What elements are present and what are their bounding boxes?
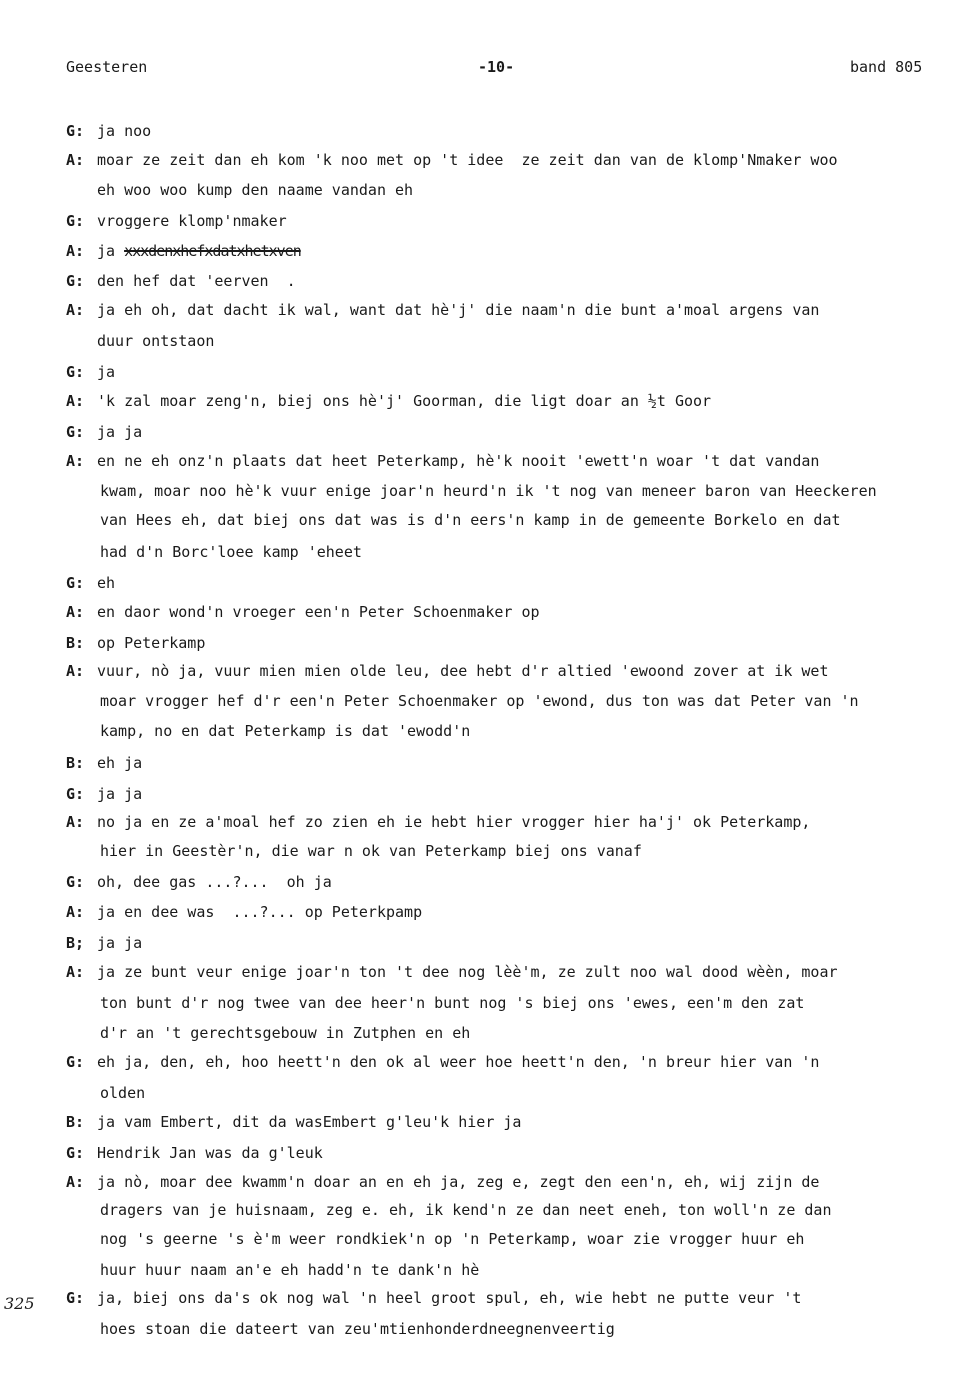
utterance-text: eh ja, den, eh, hoo heett'n den ok al weer hoe heett'n den, 'n breur hier van 'n	[97, 1053, 820, 1071]
utterance-text: en ne eh onz'n plaats dat heet Peterkamp, hè'k nooit 'ewett'n woar 't dat vandan	[97, 452, 820, 470]
speaker-label: A:	[66, 242, 85, 260]
speaker-label: A:	[66, 301, 85, 319]
continuation-text: had d'n Borc'loee kamp 'eheet	[100, 543, 362, 561]
speaker-label: A:	[66, 903, 85, 921]
utterance-text: moar ze zeit dan eh kom 'k noo met op 't idee ze zeit dan van de klomp'Nmaker woo	[97, 151, 838, 169]
utterance-text: ja ze bunt veur enige joar'n ton 't dee nog lèè'm, ze zult noo wal dood wèèn, moar	[97, 963, 838, 981]
utterance-text: ja	[97, 363, 116, 381]
utterance-text: ja noo	[97, 122, 152, 140]
utterance-text: ja ja	[97, 423, 143, 441]
utterance-text: oh, dee gas ...?... oh ja	[97, 873, 332, 891]
utterance-text: ja vam Embert, dit da wasEmbert g'leu'k hier ja	[97, 1113, 522, 1131]
speaker-label: B:	[66, 634, 85, 652]
speaker-label: G:	[66, 574, 85, 592]
speaker-label: B:	[66, 1113, 85, 1131]
speaker-label: G:	[66, 122, 85, 140]
utterance-text: op Peterkamp	[97, 634, 206, 652]
continuation-text: olden	[100, 1084, 146, 1102]
speaker-label: A:	[66, 1173, 85, 1191]
continuation-text: duur ontstaon	[97, 332, 215, 350]
utterance-text: eh ja	[97, 754, 143, 772]
utterance-text: Hendrik Jan was da g'leuk	[97, 1144, 323, 1162]
continuation-text: hoes stoan die dateert van zeu'mtienhonderdneegnenveertig	[100, 1320, 615, 1338]
utterance-text: vuur, nò ja, vuur mien mien olde leu, dee hebt d'r altied 'ewoond zover at ik wet	[97, 662, 829, 680]
continuation-text: nog 's geerne 's è'm weer rondkiek'n op 'n Peterkamp, woar zie vrogger huur eh	[100, 1230, 805, 1248]
speaker-label: A:	[66, 813, 85, 831]
continuation-text: moar vrogger hef d'r een'n Peter Schoenmaker op 'ewond, dus ton was dat Peter van 'n	[100, 692, 859, 710]
speaker-label: G:	[66, 363, 85, 381]
utterance-text: eh	[97, 574, 116, 592]
continuation-text: ton bunt d'r nog twee van dee heer'n bunt nog 's biej ons 'ewes, een'm den zat	[100, 994, 805, 1012]
struck-out-text: xxxdenxhefxdatxhetxven	[124, 242, 301, 260]
utterance-text: vroggere klomp'nmaker	[97, 212, 287, 230]
speaker-label: G:	[66, 785, 85, 803]
speaker-label: A:	[66, 603, 85, 621]
utterance-text: ja nò, moar dee kwamm'n doar an en eh ja, zeg e, zegt den een'n, eh, wij zijn de	[97, 1173, 820, 1191]
speaker-label: B:	[66, 754, 85, 772]
utterance-text: ja eh oh, dat dacht ik wal, want dat hè'j' die naam'n die bunt a'moal argens van	[97, 301, 820, 319]
speaker-label: A:	[66, 963, 85, 981]
speaker-label: G:	[66, 873, 85, 891]
continuation-text: huur huur naam an'e eh hadd'n te dank'n hè	[100, 1261, 480, 1279]
utterance-text: ja ja	[97, 934, 143, 952]
utterance-text: no ja en ze a'moal hef zo zien eh ie hebt hier vrogger hier ha'j' ok Peterkamp,	[97, 813, 811, 831]
speaker-label: G:	[66, 423, 85, 441]
speaker-label: A:	[66, 662, 85, 680]
margin-line-number: 325	[4, 1294, 35, 1313]
continuation-text: dragers van je huisnaam, zeg e. eh, ik kend'n ze dan neet eneh, ton woll'n ze dan	[100, 1201, 832, 1219]
utterance-text: den hef dat 'eerven .	[97, 272, 296, 290]
speaker-label: A:	[66, 452, 85, 470]
speaker-label: G:	[66, 1289, 85, 1307]
utterance-text: 'k zal moar zeng'n, biej ons hè'j' Goorman, die ligt doar an ½t Goor	[97, 392, 712, 410]
page-number: -10-	[478, 58, 515, 76]
continuation-text: kamp, no en dat Peterkamp is dat 'ewodd'n	[100, 722, 471, 740]
speaker-label: A:	[66, 392, 85, 410]
continuation-text: hier in Geestèr'n, die war n ok van Peterkamp biej ons vanaf	[100, 842, 642, 860]
utterance-text: ja	[97, 242, 116, 260]
continuation-text: kwam, moar noo hè'k vuur enige joar'n heurd'n ik 't nog van meneer baron van Heeckeren	[100, 482, 877, 500]
speaker-label: A:	[66, 151, 85, 169]
utterance-text: ja, biej ons da's ok nog wal 'n heel groot spul, eh, wie hebt ne putte veur 't	[97, 1289, 802, 1307]
speaker-label: B;	[66, 934, 85, 952]
utterance-text: en daor wond'n vroeger een'n Peter Schoenmaker op	[97, 603, 540, 621]
speaker-label: G:	[66, 272, 85, 290]
speaker-label: G:	[66, 212, 85, 230]
continuation-text: eh woo woo kump den naame vandan eh	[97, 181, 414, 199]
speaker-label: G:	[66, 1053, 85, 1071]
continuation-text: d'r an 't gerechtsgebouw in Zutphen en eh	[100, 1024, 471, 1042]
speaker-label: G:	[66, 1144, 85, 1162]
tape-number: band 805	[850, 58, 923, 76]
utterance-text: ja en dee was ...?... op Peterkpamp	[97, 903, 423, 921]
utterance-text: ja ja	[97, 785, 143, 803]
header-place: Geesteren	[66, 58, 148, 76]
continuation-text: van Hees eh, dat biej ons dat was is d'n eers'n kamp in de gemeente Borkelo en dat	[100, 511, 841, 529]
